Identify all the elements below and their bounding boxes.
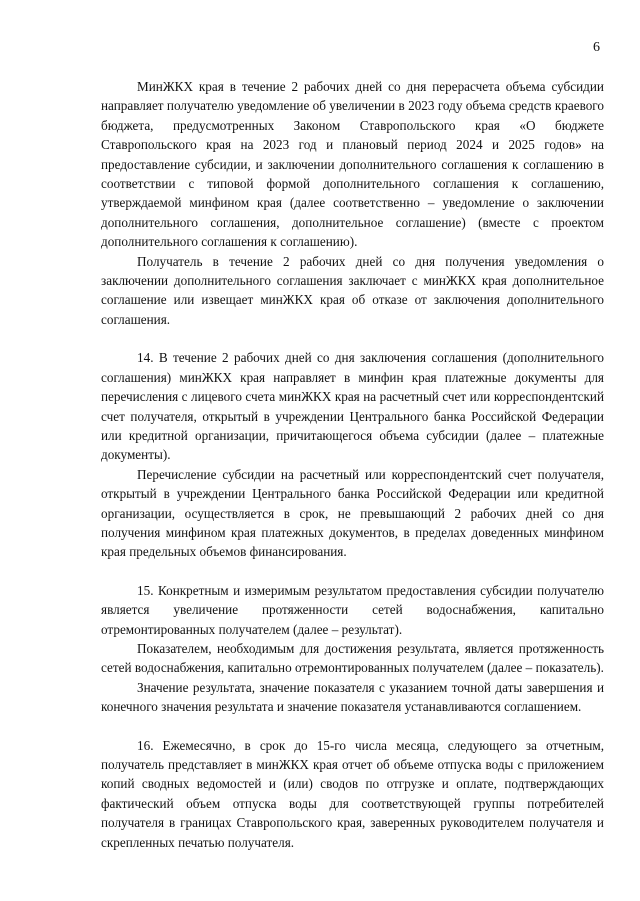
- paragraph-15-values: Значение результата, значение показателя с указанием точной даты завершения и конечного значения результата и значение показателя устанавливаются соглашением.: [101, 679, 604, 715]
- section-gap: [101, 329, 604, 348]
- section-gap: [101, 717, 604, 736]
- paragraph-13-notice: МинЖКХ края в течение 2 рабочих дней со дня перерасчета объема субсидии направляет получателю уведомление об увеличении в 2023 году объема средств краевого бюджета, предусмотренных Законом Ставропольского края «О бюджете Ставропольского края на 2023 год и плановый период 2024 и 2025 годов» на предоставление субсидии, и заключении дополнительного соглашения к соглашению в соответствии с типовой формой дополнительного соглашения к соглашению, утверждаемой минфином края (далее соответственно – уведомление о заключении дополнительного соглашения, дополнительное соглашение) (вместе с проектом дополнительного соглашения к соглашению).: [101, 79, 604, 250]
- paragraph-15-indicator: Показателем, необходимым для достижения результата, является протяженность сетей водоснабжения, капитально отремонтированных получателем (далее – показатель).: [101, 640, 604, 676]
- page-number: 6: [593, 40, 600, 55]
- paragraph-14-transfer-terms: Перечисление субсидии на расчетный или корреспондентский счет получателя, открытый в учреждении Центрального банка Российской Федерации или кредитной организации, осуществляется в срок, не превышающий 2 рабочих дней со дня получения минфином края платежных документов, в пределах доведенных минфином края предельных объемов финансирования.: [101, 466, 604, 560]
- document-body: [101, 77, 604, 852]
- paragraph-14-payment-documents: 14. В течение 2 рабочих дней со дня заключения соглашения (дополнительного соглашения) минЖКХ края направляет в минфин края платежные документы для перечисления с лицевого счета минЖКХ края на расчетный счет или корреспондентский счет получателя, открытый в учреждении Центрального банка Российской Федерации или кредитной организации, причитающегося объема субсидии (далее – платежные документы).: [101, 350, 604, 463]
- paragraph-16-monthly-report: 16. Ежемесячно, в срок до 15-го числа месяца, следующего за отчетным, получатель представляет в минЖКХ края отчет об объеме отпуска воды с приложением копий сводных ведомостей и (или) сводов по отгрузке и оплате, подтверждающих фактический объем отпуска воды для соответствующей группы потребителей получателя в границах Ставропольского края, заверенных руководителем получателя и скрепленных печатью получателя.: [101, 737, 604, 850]
- paragraph-15-result: 15. Конкретным и измеримым результатом предоставления субсидии получателю является увеличение протяженности сетей водоснабжения, капитально отремонтированных получателем (далее – результат).: [101, 582, 604, 637]
- section-gap: [101, 562, 604, 581]
- paragraph-13-recipient-response: Получатель в течение 2 рабочих дней со дня получения уведомления о заключении дополнительного соглашения заключает с минЖКХ края дополнительное соглашение или извещает минЖКХ края об отказе от заключения дополнительного соглашения.: [101, 253, 604, 327]
